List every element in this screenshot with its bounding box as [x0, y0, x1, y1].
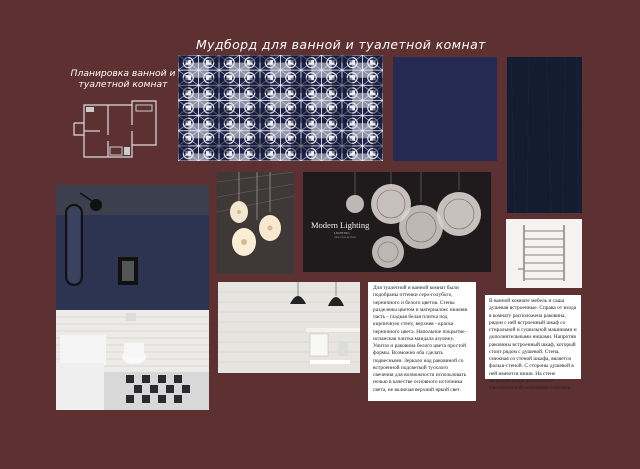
navy-color-swatch: [393, 57, 497, 161]
mosaic-tiles-image: [178, 55, 383, 161]
pendant-lamps-photo: [217, 172, 294, 274]
towel-warmer-photo: [506, 219, 582, 288]
bathroom-photo: [56, 185, 209, 410]
dark-blue-swatch: [507, 57, 582, 213]
floor-plan: [70, 95, 166, 161]
board-title: Мудборд для ванной и туалетной комнат: [196, 37, 486, 52]
lighting-brand-text: Modern Lighting: [311, 220, 370, 230]
shelf-tiles-photo: [218, 282, 360, 373]
plan-title: Планировка ванной и туалетной комнат: [70, 68, 176, 90]
layout-description-text: В ванной комнате мебель и саша душевая встроенные. Справа от входа в комнату расположена раковина, рядом с ней встроенный шкаф со стиральной и сушильной машинами и дополнительными нишами. Напротив раковины встроенный шкаф, который стоит рядом с душевой. Стена, смежная со стеной шкафа, является фальш-стеной. С стороны душевой в ней имеются ниши. На стене напротив входа расположен электрический полотенцесушитель.: [485, 295, 581, 379]
color-description-text: Для туалетной и ванной комнат были подобраны оттенки серо-голубого, черничного и белого цветов. Стены разделены цветом и материалом: нижняя часть - гладкая белая плитка под кирпичную стену, верхняя - краска черничного цвета. Напольное покрытие - испанская плитка мандала азулежу. Унитаз и раковина белого цвета простой формы. Возможно оба сделать подвесными. Зеркало над раковиной со встроенной подсветкой тусклого свечения для возможности использовать ночью в качестве основного источника света, не включая верхний яркий свет.: [368, 282, 476, 401]
lighting-sub-text: LIGHTING: [334, 232, 350, 235]
lighting-collection-text: NEW COLLECTION: [334, 236, 356, 239]
modern-lighting-photo: [303, 172, 491, 272]
